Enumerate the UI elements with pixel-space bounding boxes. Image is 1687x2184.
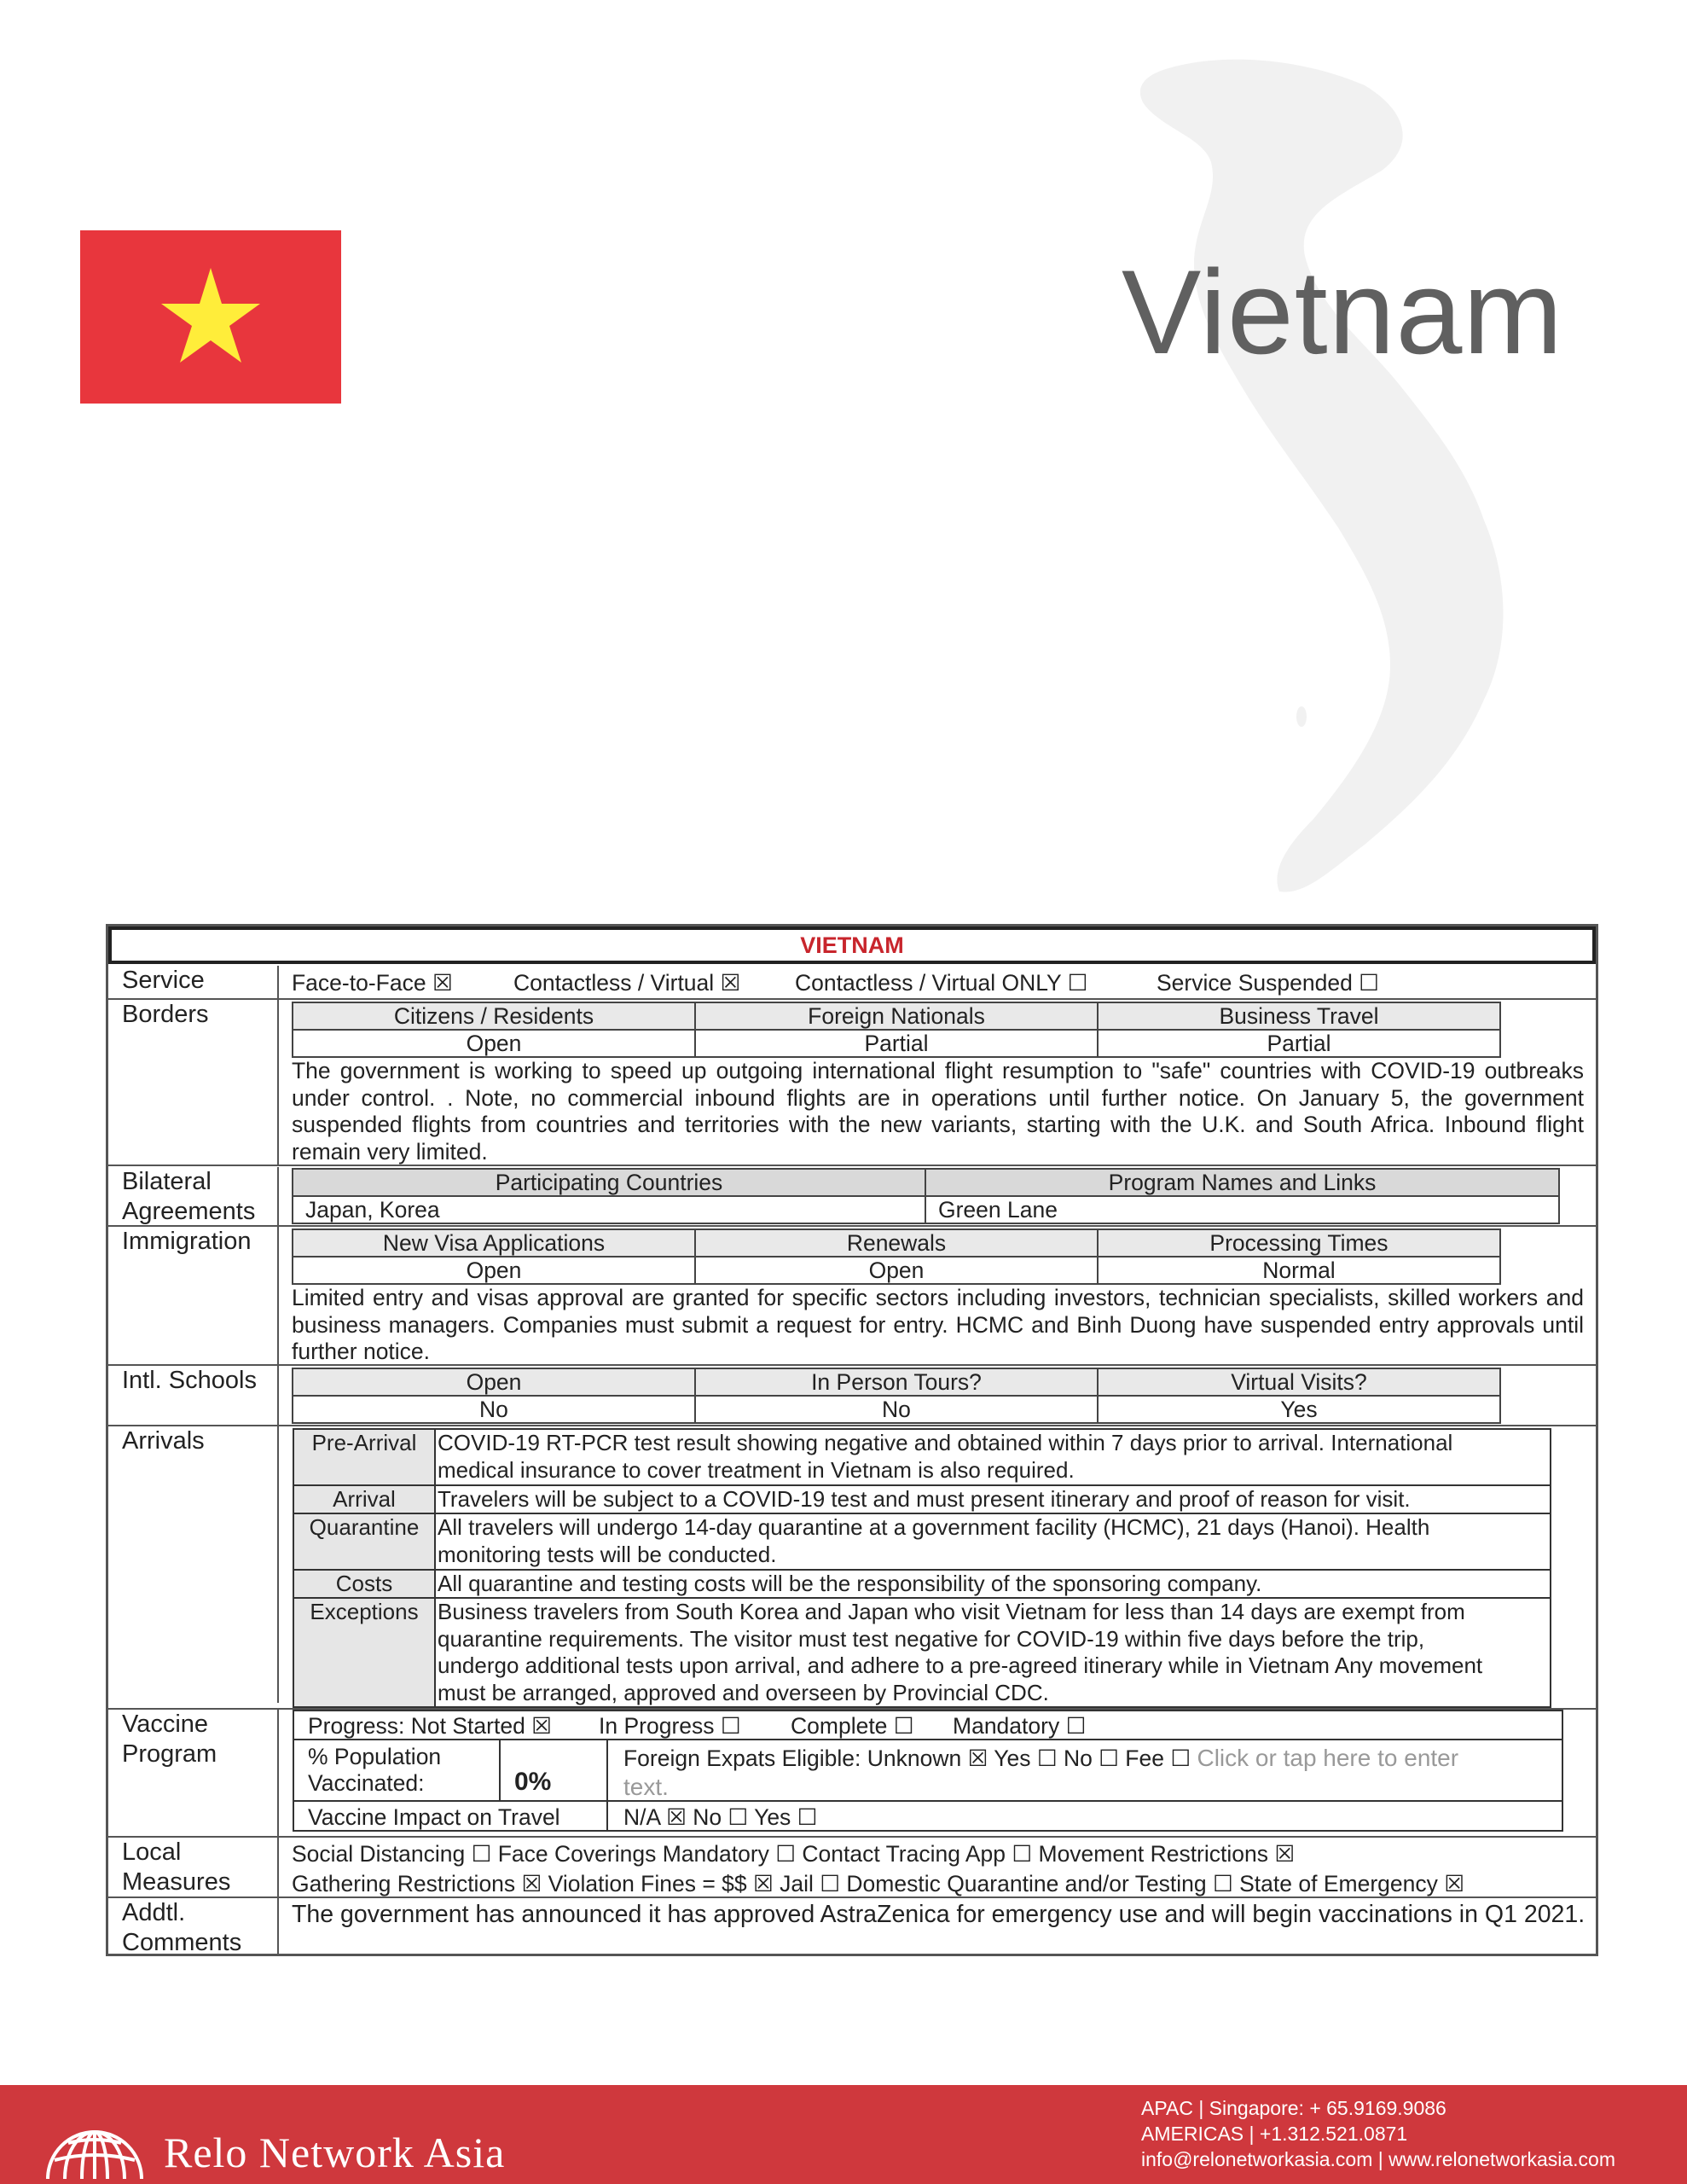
vaccine-population-label: % Population Vaccinated: xyxy=(293,1739,501,1802)
local-measures-line-1[interactable]: Social Distancing ☐ Face Coverings Mandatory ☐ Contact Tracing App ☐ Movement Restrictions ☒ xyxy=(292,1841,1296,1867)
divider xyxy=(108,1896,1596,1898)
country-status-table xyxy=(106,924,1598,1956)
borders-note: The government is working to speed up outgoing international flight resumption to "safe" countries with COVID-19 outbreaks under control. . Note, no commercial inbound flights are in operations until further notice. On January 5, the government suspended flights from countries and territories with the new variants, starting with the U.K. and South Africa. Inbound flight remain very limited. xyxy=(292,1058,1584,1165)
bilateral-value-countries: Japan, Korea xyxy=(292,1195,926,1224)
vaccine-progress-not-started[interactable]: Progress: Not Started ☒ xyxy=(308,1713,552,1739)
star-icon xyxy=(80,230,341,404)
table-title: VIETNAM xyxy=(108,926,1596,964)
immigration-note: Limited entry and visas approval are granted for specific sectors including investors, technician specialists, skilled workers and business managers. Companies must submit a request for entry. HCMC and Binh Duong have suspended entry approvals until further notice. xyxy=(292,1285,1584,1364)
footer-bar xyxy=(0,2085,1687,2184)
footer-contact-americas: AMERICAS | +1.312.521.0871 xyxy=(1141,2123,1408,2145)
divider xyxy=(108,998,1596,1000)
arrival-row-label: Pre-Arrival xyxy=(293,1428,436,1486)
divider xyxy=(108,1364,1596,1366)
immigration-header-new-visa: New Visa Applications xyxy=(292,1228,696,1258)
divider xyxy=(108,1836,1596,1838)
footer-contact-web[interactable]: info@relonetworkasia.com | www.relonetworkasia.com xyxy=(1141,2148,1615,2170)
arrival-row-text: All quarantine and testing costs will be the responsibility of the sponsoring company. xyxy=(434,1569,1551,1599)
borders-header-citizens: Citizens / Residents xyxy=(292,1002,696,1031)
schools-label: Intl. Schools xyxy=(108,1366,279,1425)
comments-text: The government has announced it has approved AstraZenica for emergency use and will begin vaccinations in Q1 2021. xyxy=(292,1901,1586,1928)
footer-contact-apac: APAC | Singapore: + 65.9169.9086 xyxy=(1141,2097,1446,2119)
immigration-header-renewals: Renewals xyxy=(694,1228,1099,1258)
vietnam-flag xyxy=(80,230,341,404)
country-map-silhouette xyxy=(1109,51,1638,904)
divider xyxy=(108,1165,1596,1166)
arrival-row-label: Costs xyxy=(293,1569,436,1599)
borders-label: Borders xyxy=(108,1000,279,1165)
arrival-row-text: Business travelers from South Korea and Japan who visit Vietnam for less than 14 days are exempt from quarantine requirements. The visitor must test negative for COVID-19 within five days before the trip, undergo additional tests upon arrival, and adhere to a pre-agreed itinerary while in Vietnam Any movement must be arranged, approved and overseen by Provincial CDC. xyxy=(434,1597,1551,1708)
schools-header-open: Open xyxy=(292,1368,696,1397)
schools-header-tours: In Person Tours? xyxy=(694,1368,1099,1397)
bilateral-value-programs[interactable]: Green Lane xyxy=(925,1195,1560,1224)
arrival-row-text: Travelers will be subject to a COVID-19 test and must present itinerary and proof of reason for visit. xyxy=(434,1484,1551,1514)
local-measures-label: Local Measures xyxy=(108,1838,279,1896)
bilateral-label: Bilateral Agreements xyxy=(108,1167,279,1225)
arrival-row-label: Exceptions xyxy=(293,1597,436,1708)
arrival-row-label: Arrival xyxy=(293,1484,436,1514)
service-face-to-face[interactable]: Face-to-Face ☒ xyxy=(292,970,453,996)
bilateral-header-programs: Program Names and Links xyxy=(925,1168,1560,1197)
service-contactless[interactable]: Contactless / Virtual ☒ xyxy=(513,970,741,996)
vaccine-population-value-cell xyxy=(499,1739,608,1802)
arrival-row-label: Quarantine xyxy=(293,1513,436,1571)
schools-value-open: No xyxy=(292,1395,696,1424)
vaccine-label: Vaccine Program xyxy=(108,1710,279,1836)
arrival-row-text: All travelers will undergo 14-day quarantine at a government facility (HCMC), 21 days (Hanoi). Health monitoring tests will be conducted. xyxy=(434,1513,1551,1571)
vaccine-text-placeholder-cont[interactable]: text. xyxy=(623,1774,669,1800)
service-label: Service xyxy=(108,966,279,999)
footer-brand: Relo Network Asia xyxy=(164,2129,506,2176)
arrivals-label: Arrivals xyxy=(108,1426,279,1703)
country-title: Vietnam xyxy=(1121,245,1563,379)
divider xyxy=(108,1425,1596,1426)
borders-value-business: Partial xyxy=(1097,1029,1501,1058)
vaccine-impact-values-cell xyxy=(606,1800,1563,1832)
vaccine-progress-complete[interactable]: Complete ☐ xyxy=(791,1713,914,1739)
schools-value-virtual: Yes xyxy=(1097,1395,1501,1424)
arrival-row-text: COVID-19 RT-PCR test result showing negative and obtained within 7 days prior to arrival. International medical insurance to cover treatment in Vietnam is also required. xyxy=(434,1428,1551,1486)
local-measures-line-2[interactable]: Gathering Restrictions ☒ Violation Fines = $$ ☒ Jail ☐ Domestic Quarantine and/or Testing ☐ State of Emergency ☒ xyxy=(292,1871,1464,1896)
borders-value-foreign: Partial xyxy=(694,1029,1099,1058)
immigration-label: Immigration xyxy=(108,1227,279,1364)
immigration-header-processing: Processing Times xyxy=(1097,1228,1501,1258)
immigration-value-processing: Normal xyxy=(1097,1256,1501,1285)
footer-contact xyxy=(1141,2095,1615,2172)
service-contactless-only[interactable]: Contactless / Virtual ONLY ☐ xyxy=(795,970,1088,996)
vaccine-population-value: 0% xyxy=(514,1768,552,1796)
borders-header-foreign: Foreign Nationals xyxy=(694,1002,1099,1031)
vaccine-text-placeholder[interactable]: Click or tap here to enter xyxy=(1197,1745,1459,1771)
vaccine-progress-mandatory[interactable]: Mandatory ☐ xyxy=(953,1713,1087,1739)
immigration-value-new-visa: Open xyxy=(292,1256,696,1285)
immigration-value-renewals: Open xyxy=(694,1256,1099,1285)
vaccine-impact-label-cell xyxy=(293,1800,608,1832)
service-suspended[interactable]: Service Suspended ☐ xyxy=(1157,970,1379,996)
vaccine-expats-cell xyxy=(606,1739,1563,1802)
schools-header-virtual: Virtual Visits? xyxy=(1097,1368,1501,1397)
borders-header-business: Business Travel xyxy=(1097,1002,1501,1031)
schools-value-tours: No xyxy=(694,1395,1099,1424)
vaccine-impact-label: Vaccine Impact on Travel xyxy=(308,1804,560,1830)
borders-value-citizens: Open xyxy=(292,1029,696,1058)
divider xyxy=(108,1225,1596,1227)
vaccine-impact-values[interactable]: N/A ☒ No ☐ Yes ☐ xyxy=(623,1804,818,1830)
vaccine-progress-in-progress[interactable]: In Progress ☐ xyxy=(599,1713,741,1739)
bilateral-header-countries: Participating Countries xyxy=(292,1168,926,1197)
comments-label: Addtl. Comments xyxy=(108,1898,279,1955)
globe-logo-icon xyxy=(39,2094,150,2179)
vaccine-expats-eligibility[interactable]: Foreign Expats Eligible: Unknown ☒ Yes ☐ No ☐ Fee ☐ xyxy=(623,1745,1191,1771)
